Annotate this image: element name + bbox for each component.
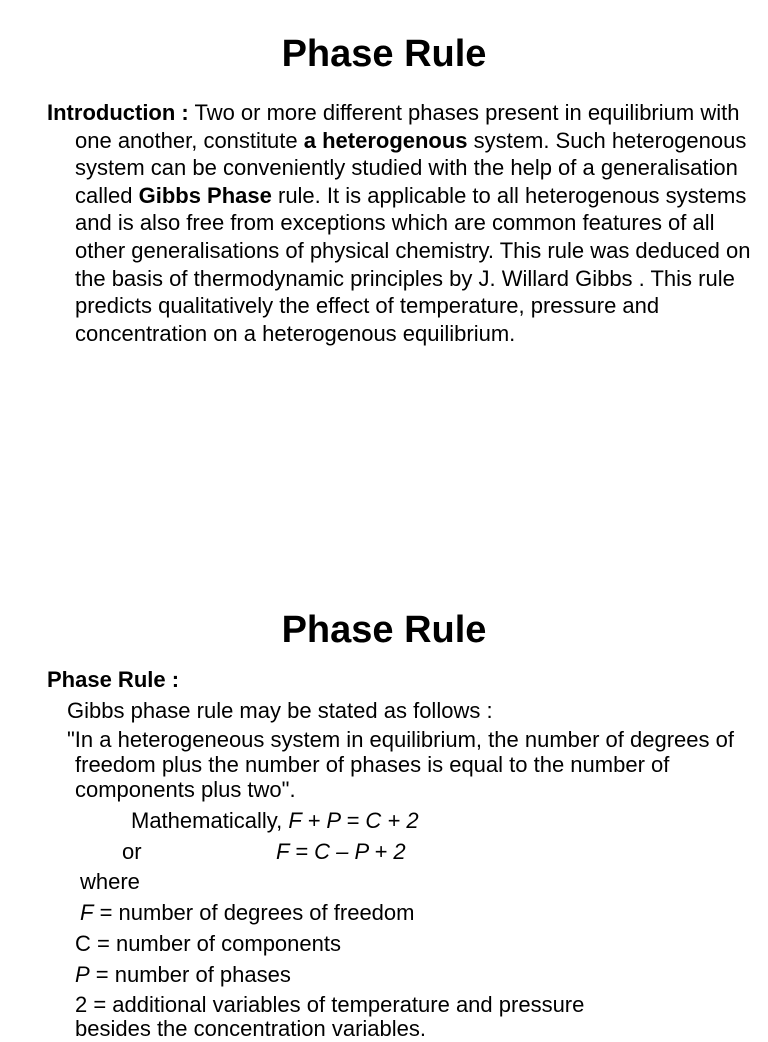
def-f-symbol: F [80, 900, 94, 925]
def-components: C = number of components [75, 931, 341, 956]
intro-text-3: rule. It is applicable to all heterogenous systems and is also free from exceptions which are common features of all other generalisations of physical chemistry. This rule was deduced on the basis of thermodynamic principles by J. Willard Gibbs . This rule predicts qualitatively the effect of temperature, pressure and concentration on a heterogenous equilibrium. [75, 182, 751, 346]
def-f-text: = number of degrees of freedom [93, 900, 415, 925]
math-line [131, 808, 419, 834]
or-label: or [122, 839, 142, 864]
def-p-text: = number of phases [89, 962, 291, 987]
phase-rule-label-text: Phase Rule : [47, 667, 180, 692]
intro-bold-gibbs-phase: Gibbs Phase [138, 182, 272, 208]
rule-statement: "In a heterogeneous system in equilibrium, the number of degrees of freedom plus the number of phases is equal to the number of components plus two". [67, 727, 734, 802]
where-label: where [80, 869, 140, 894]
def-degrees-of-freedom [80, 900, 414, 926]
stated-line: Gibbs phase rule may be stated as follows : [67, 698, 493, 723]
equation-2-text: F = C – P + 2 [276, 839, 406, 864]
equation-1: F + P = C + 2 [288, 808, 419, 833]
def-additional-variables-cont: besides the concentration variables. [75, 1016, 426, 1041]
phase-rule-label [47, 667, 179, 693]
intro-text-1: Two or more different phases present in equilibrium with one another, constitute [75, 100, 740, 153]
math-label: Mathematically, [131, 808, 289, 833]
page-title: Phase Rule [281, 33, 487, 75]
def-p-symbol: P [75, 962, 90, 987]
intro-label: Introduction : [47, 100, 189, 125]
slide-phase-rule [0, 590, 768, 1041]
intro-text-2: system. Such heterogenous system can be conveniently studied with the help of a generalisation called [75, 127, 747, 208]
section-title: Phase Rule [281, 609, 487, 651]
def-additional-variables: 2 = additional variables of temperature and pressure [75, 992, 585, 1017]
slide-intro [0, 0, 768, 512]
intro-bold-heterogenous: a heterogenous [303, 127, 468, 153]
def-phases [75, 962, 291, 988]
intro-paragraph [47, 99, 765, 347]
equation-2 [276, 839, 406, 865]
